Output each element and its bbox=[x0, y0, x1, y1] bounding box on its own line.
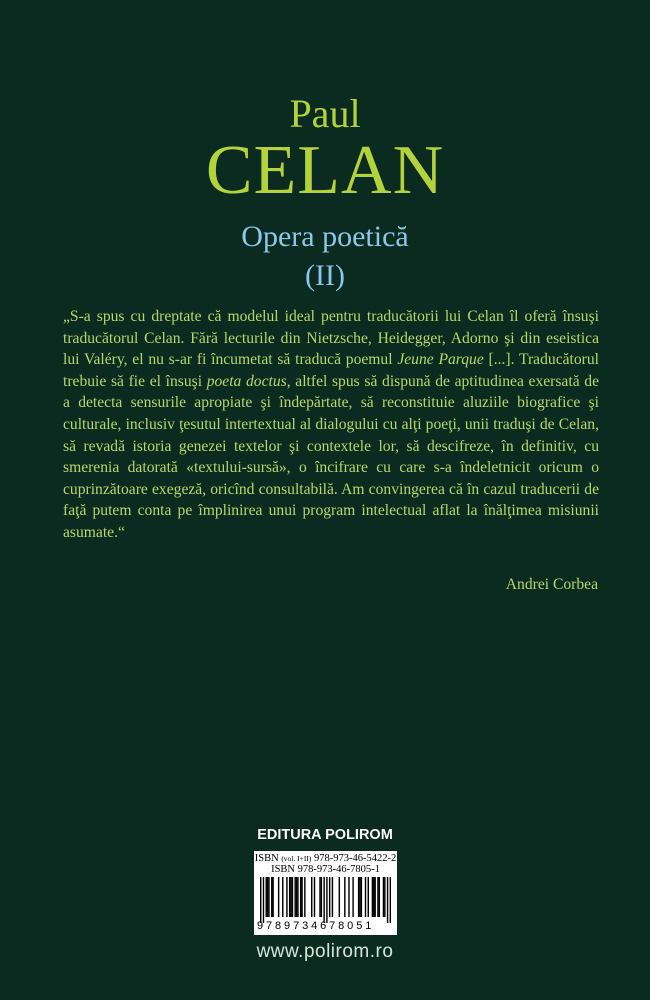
isbn-set: ISBN (vol. I+II) 978-973-46-5422-2 bbox=[254, 853, 397, 864]
barcode-bar bbox=[282, 877, 283, 917]
barcode-bar bbox=[260, 877, 261, 923]
barcode-box bbox=[254, 851, 397, 935]
book-title: Opera poetică bbox=[241, 220, 409, 253]
barcode-bar bbox=[372, 877, 373, 917]
barcode-bar bbox=[292, 877, 293, 917]
barcode-bar bbox=[359, 877, 360, 917]
barcode-bar bbox=[268, 877, 269, 917]
barcode-bar bbox=[348, 877, 349, 917]
blurb-quote bbox=[63, 306, 599, 544]
barcode-bar bbox=[278, 877, 279, 917]
volume-number: (II) bbox=[305, 259, 345, 292]
barcode-bar bbox=[296, 877, 297, 917]
barcode-bar bbox=[329, 877, 330, 917]
quote-segment: [...]. Traducătorul trebuie să fie el însuşi bbox=[63, 351, 599, 390]
author-last-name: CELAN bbox=[205, 132, 445, 209]
quote-segment: , altfel spus să dispună de aptitudinea exersată de a detecta sensurile apropiate şi îndepărtate, să reconstituie aluziile biografice şi culturale, inclusiv ţesutul intertextual al dialogului cu alţi poeţi, unii traduşi de Celan, să revadă istoria genezei textelor şi contextele lor, să descifreze, în definitiv, cu smerenia datorată «textului-sursă», o încifrare cu care s-a îndeletnicit oricum o cuprinzătoare exegeză, oricînd consultabilă. Am convingerea că în cazul traducerii de faţă putem conta pe împlinirea unui program intelectual aflat la înălţimea misiunii asumate.“ bbox=[63, 372, 599, 541]
barcode-bar bbox=[272, 877, 273, 917]
barcode-bar bbox=[373, 877, 374, 917]
barcode-bar bbox=[339, 877, 340, 917]
barcode-bar bbox=[326, 877, 327, 923]
quote-attribution: Andrei Corbea bbox=[505, 576, 598, 593]
barcode-bar bbox=[304, 877, 305, 917]
barcode-bar bbox=[266, 877, 267, 917]
barcode-bar bbox=[323, 877, 324, 923]
barcode-bar bbox=[301, 877, 302, 917]
isbn-volume: ISBN 978-973-46-7805-1 bbox=[271, 864, 380, 875]
barcode-bar bbox=[344, 877, 345, 917]
barcode-bar bbox=[300, 877, 301, 917]
barcode-bar bbox=[368, 877, 369, 917]
barcode-bar bbox=[365, 877, 366, 917]
barcode-bar bbox=[294, 877, 295, 917]
barcode-bar bbox=[352, 877, 353, 917]
barcode-bar bbox=[297, 877, 298, 917]
barcode-bar bbox=[271, 877, 272, 917]
publisher-website: www.polirom.ro bbox=[256, 941, 394, 962]
barcode-bar bbox=[374, 877, 375, 917]
barcode-bar bbox=[332, 877, 333, 917]
barcode-bar bbox=[384, 877, 385, 917]
barcode-bar bbox=[319, 877, 320, 917]
barcode-bar bbox=[263, 877, 264, 923]
quote-segment: poeta doctus bbox=[206, 372, 287, 390]
barcode-bar bbox=[314, 877, 315, 917]
barcode-bar bbox=[383, 877, 384, 917]
barcode-bar bbox=[286, 877, 287, 917]
barcode-bar bbox=[267, 877, 268, 917]
barcode-bar bbox=[390, 877, 391, 923]
barcode-bar bbox=[311, 877, 312, 917]
barcode-bar bbox=[289, 877, 290, 917]
barcode-bars bbox=[260, 877, 391, 923]
barcode-digits: 9789734678051 bbox=[257, 920, 375, 932]
quote-segment: Jeune Parque bbox=[397, 351, 484, 369]
publisher-name: EDITURA POLIROM bbox=[257, 827, 393, 843]
barcode-bar bbox=[377, 877, 378, 917]
barcode-bar bbox=[379, 877, 380, 917]
author-first-name: Paul bbox=[289, 91, 361, 136]
quote-segment: „S-a spus cu dreptate că modelul ideal pentru traducătorii lui Celan îl oferă însuşi traducătorul Celan. Fără lecturile din Nietzsche, Heidegger, Adorno şi din eseistica lui Valéry, el nu s-ar fi încumetat să traducă poemul bbox=[63, 308, 599, 369]
barcode-bar bbox=[321, 877, 322, 917]
barcode-bar bbox=[358, 877, 359, 917]
barcode-bar bbox=[387, 877, 388, 923]
barcode-bar bbox=[290, 877, 291, 917]
barcode-bar bbox=[361, 877, 362, 917]
